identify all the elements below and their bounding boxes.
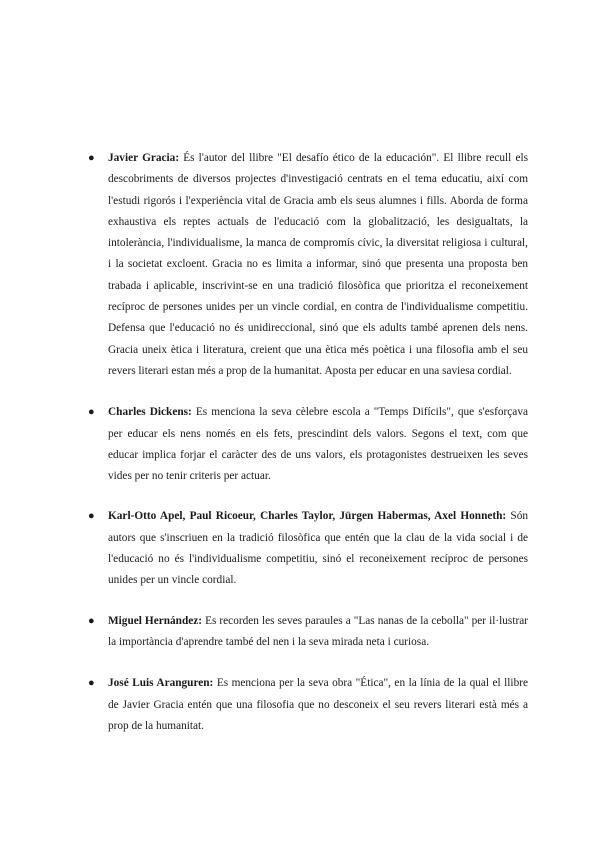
entry-text: Es menciona per la seva obra "Ética", en la línia de la qual el llibre de Javier Gracia entén que una filosofia que no desconeix el seu revers literari està més a prop de la humanitat. [108, 677, 528, 732]
list-item [88, 148, 528, 382]
entry-name: Javier Gracia: [108, 152, 180, 164]
entry-name: Miguel Hernández: [108, 614, 203, 627]
entry-name: Karl-Otto Apel, Paul Ricoeur, Charles Taylor, Jürgen Habermas, Axel Honneth: [108, 510, 507, 523]
list-item [88, 673, 528, 737]
entry-name: Charles Dickens: [108, 406, 192, 419]
entry-name: José Luis Aranguren: [108, 677, 214, 690]
list-item [88, 611, 528, 654]
entry-text: És l'autor del llibre "El desafío ético de la educación". El llibre recull els descobriments de diversos projectes d'investigació centrats en el tema educatiu, així com l'estudi rigorós i l'experiència vital de Gracia amb els seus alumnes i fills. Aborda de forma exhaustiva els reptes actuals de l'educació com la globalització, les desigualtats, la intolerància, l'individualisme, la manca de compromís cívic, la diversitat religiosa i cultural, i la societat excloent. Gracia no es limita a informar, sinó que presenta una proposta ben trabada i aplicable, inscrivint-se en una tradició filosòfica que prioritza el reconeixement recíproc de persones unides per un vincle cordial, en contra de l'individualisme competitiu. Defensa que l'educació no és unidireccional, sinó que els adults també aprenen dels nens. Gracia uneix ètica i literatura, creient que una ètica més poètica i una filosofia amb el seu revers literari estan més a prop de la humanitat. Aposta per educar en una saviesa cordial. [108, 152, 528, 377]
bullet-icon: ● [88, 152, 95, 164]
bullet-icon: ● [88, 510, 95, 523]
entry-text: Es recorden les seves paraules a "Las nanas de la cebolla" per il·lustrar la importància d'aprendre també del nen i la seva mirada neta i curiosa. [108, 614, 529, 648]
bullet-icon: ● [88, 406, 95, 419]
bullet-icon: ● [88, 614, 95, 627]
list-item [88, 506, 528, 591]
list-item [88, 402, 528, 487]
author-list [88, 148, 528, 757]
entry-text: Es menciona la seva cèlebre escola a "Temps Difícils", que s'esforçava per educar els nens només en els fets, prescindint dels valors. Segons el text, com que educar implica forjar el caràcter des de uns valors, els protagonistes destrueixen les seves vides per no tenir criteris per actuar. [108, 406, 528, 483]
bullet-icon: ● [88, 677, 95, 690]
entry-text: Són autors que s'inscriuen en la tradició filosòfica que entén que la clau de la vida social i de l'educació no és l'individualisme competitiu, sinó el reconeixement recíproc de persones unides per un vincle cordial. [108, 510, 528, 587]
